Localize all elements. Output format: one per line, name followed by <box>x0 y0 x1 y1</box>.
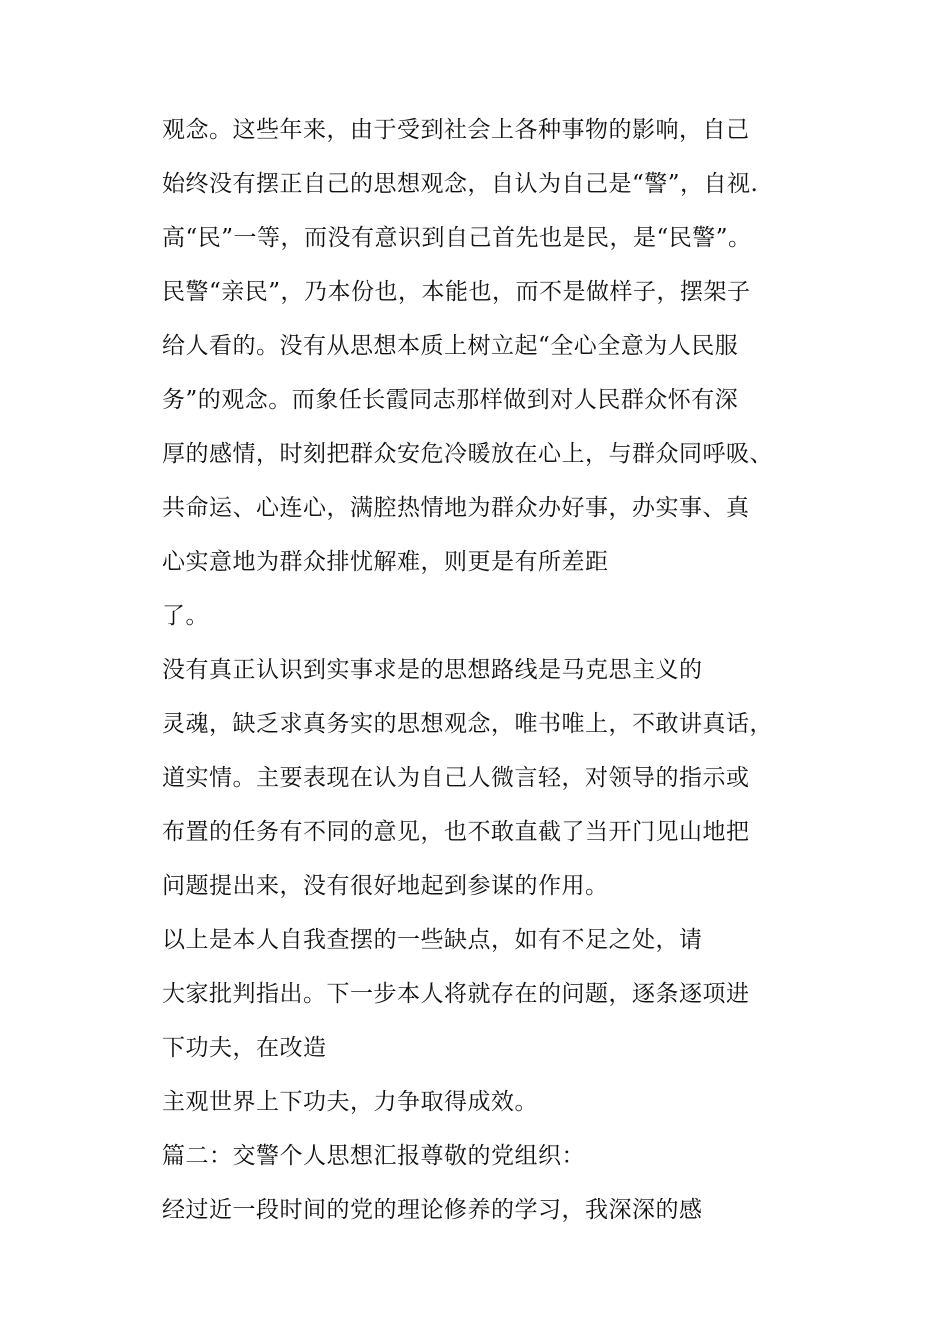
text-line: 经过近一段时间的党的理论修养的学习，我深深的感 <box>162 1197 703 1223</box>
text-line: 主观世界上下功夫，力争取得成效。 <box>162 1089 538 1115</box>
text-line: 以上是本人自我查摆的一些缺点，如有不足之处，请 <box>162 927 703 953</box>
text-line: 大家批判指出。下一步本人将就存在的问题，逐条逐项进 <box>162 981 750 1007</box>
text-line: 布置的任务有不同的意见，也不敢直截了当开门见山地把 <box>162 819 750 845</box>
text-line: 问题提出来，没有很好地起到参谋的作用。 <box>162 873 609 899</box>
text-line: 民警“亲民”，乃本份也，本能也，而不是做样子，摆架子 <box>162 279 751 305</box>
text-line: 没有真正认识到实事求是的思想路线是马克思主义的 <box>162 657 703 683</box>
text-line: 始终没有摆正自己的思想观念，自认为自己是“警”，自视. <box>162 171 759 197</box>
text-line: 道实情。主要表现在认为自己人微言轻，对领导的指示或 <box>162 765 750 791</box>
text-line: 务”的观念。而象任长霞同志那样做到对人民群众怀有深 <box>162 387 739 413</box>
text-line: 高“民”一等，而没有意识到自己首先也是民，是“民警”。 <box>162 225 752 251</box>
text-line: 下功夫，在改造 <box>162 1035 327 1061</box>
text-line: 给人看的。没有从思想本质上树立起“全心全意为人民服 <box>162 333 739 359</box>
text-line: 厚的感情，时刻把群众安危冷暖放在心上，与群众同呼吸、 <box>162 441 773 467</box>
text-line: 共命运、心连心，满腔热情地为群众办好事，办实事、真 <box>162 495 750 521</box>
text-line: 心实意地为群众排忧解难，则更是有所差距 <box>162 549 609 575</box>
text-line: 观念。这些年来，由于受到社会上各种事物的影响，自己 <box>162 117 750 143</box>
text-line: 灵魂，缺乏求真务实的思想观念，唯书唯上，不敢讲真话， <box>162 711 773 737</box>
document-body <box>162 110 922 1244</box>
text-line: 了。 <box>162 603 209 629</box>
section-heading: 篇二：交警个人思想汇报尊敬的党组织： <box>162 1143 585 1169</box>
